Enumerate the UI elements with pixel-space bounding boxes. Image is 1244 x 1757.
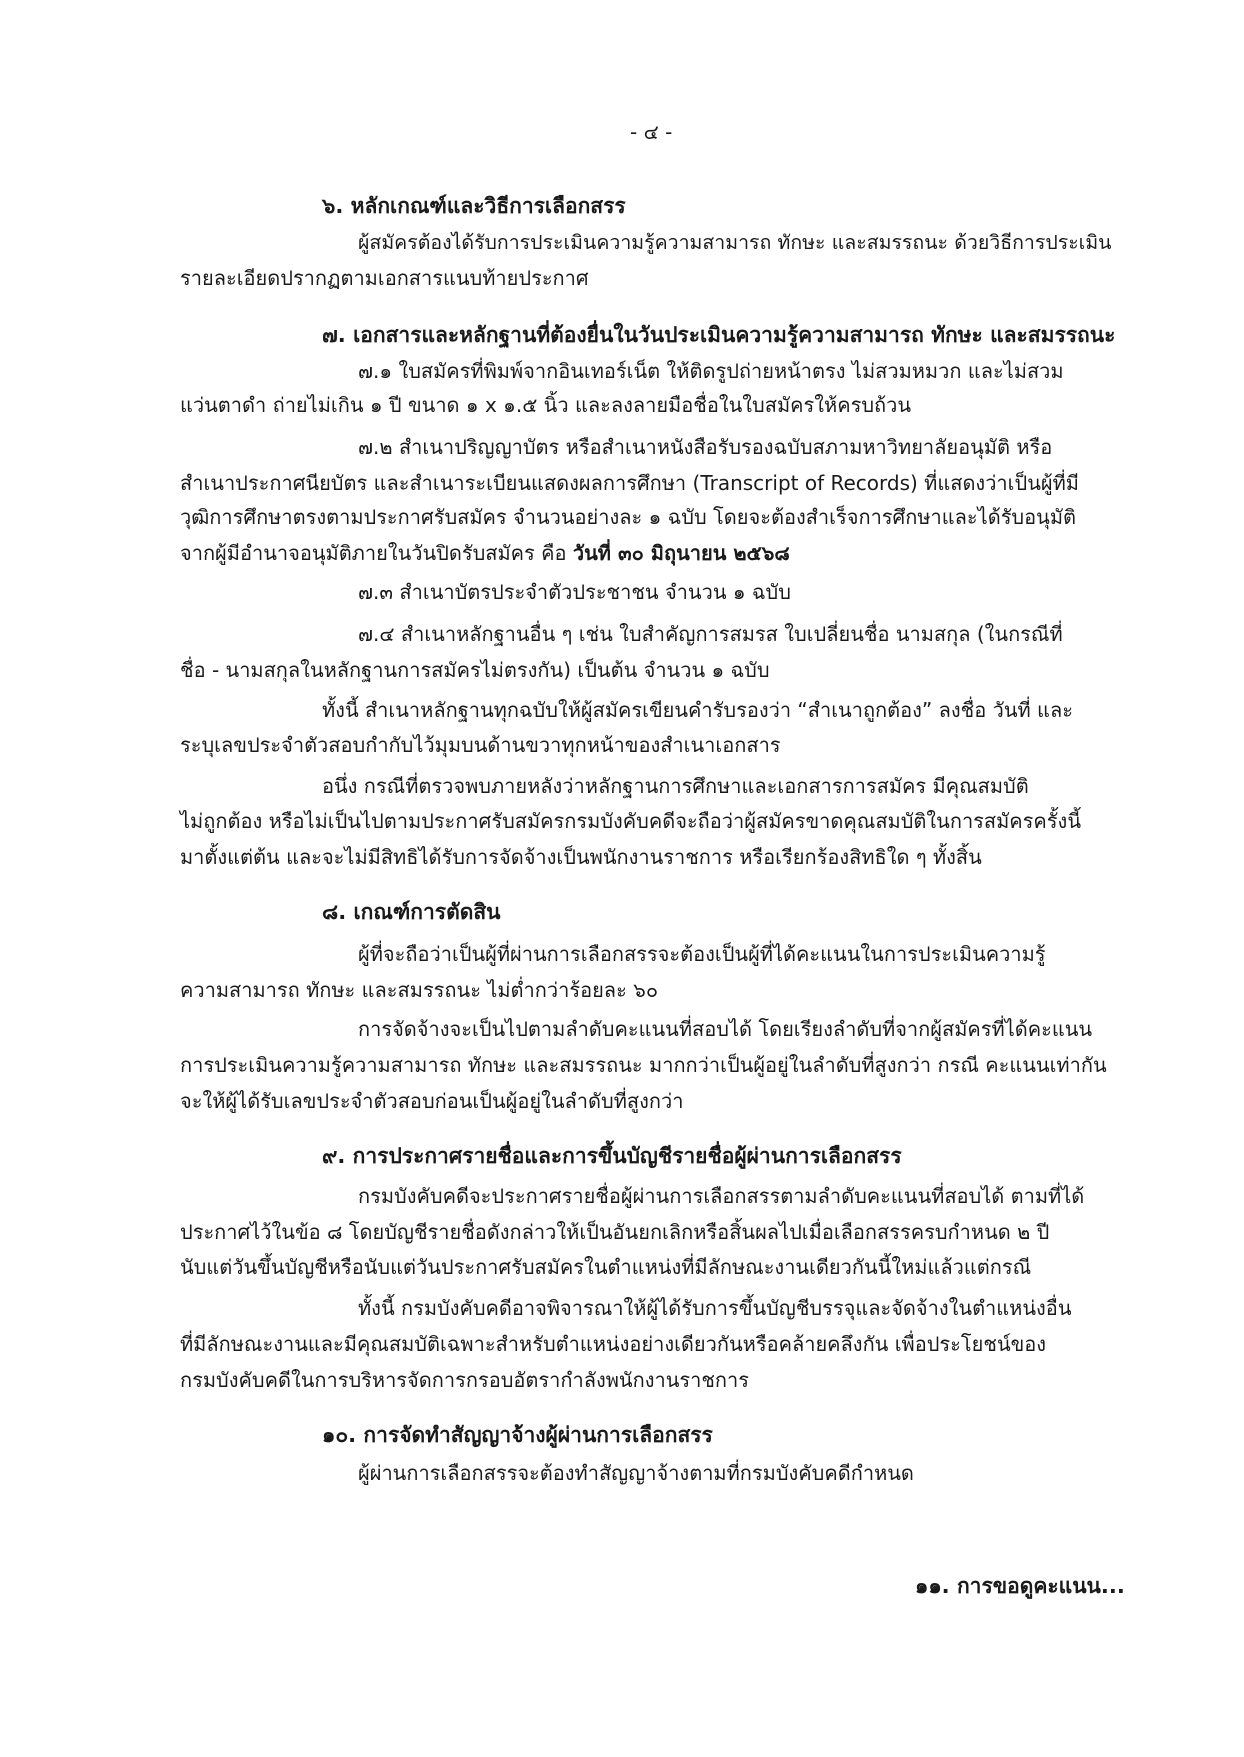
section-9-heading: ๙. การประกาศรายชื่อและการขึ้นบัญชีรายชื่อผู้ผ่านการเลือกสรร	[322, 1144, 902, 1168]
section-8-line: จะให้ผู้ได้รับเลขประจำตัวสอบก่อนเป็นผู้อยู่ในลำดับที่สูงกว่า	[180, 1089, 684, 1113]
deadline-prefix: จากผู้มีอำนาจอนุมัติภายในวันปิดรับสมัคร คือ	[180, 541, 573, 565]
section-8-line: ผู้ที่จะถือว่าเป็นผู้ที่ผ่านการเลือกสรรจะต้องเป็นผู้ที่ได้คะแนนในการประเมินความรู้	[358, 942, 1046, 966]
section-9-line: กรมบังคับคดีในการบริหารจัดการกรอบอัตรากำลังพนักงานราชการ	[180, 1368, 749, 1392]
section-8-heading: ๘. เกณฑ์การตัดสิน	[322, 900, 501, 924]
section-6-heading: ๖. หลักเกณฑ์และวิธีการเลือกสรร	[322, 194, 626, 218]
section-9-line: ประกาศไว้ในข้อ ๘ โดยบัญชีรายชื่อดังกล่าวให้เป็นอันยกเลิกหรือสิ้นผลไปเมื่อเลือกสรรครบกำหนด ๒ ปี	[180, 1220, 1050, 1244]
section-9-line: ที่มีลักษณะงานและมีคุณสมบัติเฉพาะสำหรับตำแหน่งอย่างเดียวกันหรือคล้ายคลึงกัน เพื่อประโยชน์ของ	[180, 1332, 1047, 1356]
section-7-line: ทั้งนี้ สำเนาหลักฐานทุกฉบับให้ผู้สมัครเขียนคำรับรองว่า “สำเนาถูกต้อง” ลงชื่อ วันที่ และ	[322, 698, 1073, 722]
section-7-line: ชื่อ - นามสกุลในหลักฐานการสมัครไม่ตรงกัน) เป็นต้น จำนวน ๑ ฉบับ	[180, 658, 770, 682]
section-8-line: การจัดจ้างจะเป็นไปตามลำดับคะแนนที่สอบได้ โดยเรียงลำดับที่จากผู้สมัครที่ได้คะแนน	[358, 1017, 1093, 1041]
page-number: - ๔ -	[630, 120, 673, 144]
section-7-line: วุฒิการศึกษาตรงตามประกาศรับสมัคร จำนวนอย่างละ ๑ ฉบับ โดยจะต้องสำเร็จการศึกษาและได้รับอนุมัติ	[180, 505, 1076, 529]
section-7-line: ๗.๑ ใบสมัครที่พิมพ์จากอินเทอร์เน็ต ให้ติดรูปถ่ายหน้าตรง ไม่สวมหมวก และไม่สวม	[358, 359, 1064, 383]
section-7-line	[180, 539, 790, 567]
section-7-line: ระบุเลขประจำตัวสอบกำกับไว้มุมบนด้านขวาทุกหน้าของสำเนาเอกสาร	[180, 733, 781, 757]
section-9-line: นับแต่วันขึ้นบัญชีหรือนับแต่วันประกาศรับสมัครในตำแหน่งที่มีลักษณะงานเดียวกันนี้ใหม่แล้วแต่กรณี	[180, 1255, 1032, 1279]
section-7-line: ๗.๒ สำเนาปริญญาบัตร หรือสำเนาหนังสือรับรองฉบับสภามหาวิทยาลัยอนุมัติ หรือ	[358, 435, 1053, 459]
section-7-line: ๗.๔ สำเนาหลักฐานอื่น ๆ เช่น ใบสำคัญการสมรส ใบเปลี่ยนชื่อ นามสกุล (ในกรณีที่	[358, 622, 1063, 646]
deadline-date: วันที่ ๓๐ มิถุนายน ๒๕๖๘	[572, 541, 790, 565]
section-7-line: แว่นตาดำ ถ่ายไม่เกิน ๑ ปี ขนาด ๑ x ๑.๕ นิ้ว และลงลายมือชื่อในใบสมัครให้ครบถ้วน	[180, 393, 912, 417]
section-10-line: ผู้ผ่านการเลือกสรรจะต้องทำสัญญาจ้างตามที่กรมบังคับคดีกำหนด	[358, 1461, 914, 1485]
section-7-heading: ๗. เอกสารและหลักฐานที่ต้องยื่นในวันประเมินความรู้ความสามารถ ทักษะ และสมรรถนะ	[322, 323, 1116, 347]
section-9-line: กรมบังคับคดีจะประกาศรายชื่อผู้ผ่านการเลือกสรรตามลำดับคะแนนที่สอบได้ ตามที่ได้	[358, 1184, 1085, 1208]
section-7-line: สำเนาประกาศนียบัตร และสำเนาระเบียนแสดงผลการศึกษา (Transcript of Records) ที่แสดงว่าเป็นผู้ที่มี	[180, 471, 1079, 495]
continuation-footer: ๑๑. การขอดูคะแนน...	[915, 1574, 1125, 1598]
section-8-line: ความสามารถ ทักษะ และสมรรถนะ ไม่ต่ำกว่าร้อยละ ๖๐	[180, 978, 659, 1002]
section-6-line: ผู้สมัครต้องได้รับการประเมินความรู้ความสามารถ ทักษะ และสมรรถนะ ด้วยวิธีการประเมิน	[358, 231, 1112, 254]
section-7-line: อนึ่ง กรณีที่ตรวจพบภายหลังว่าหลักฐานการศึกษาและเอกสารการสมัคร มีคุณสมบัติ	[322, 774, 1029, 798]
section-9-line: ทั้งนี้ กรมบังคับคดีอาจพิจารณาให้ผู้ได้รับการขึ้นบัญชีบรรจุและจัดจ้างในตำแหน่งอื่น	[358, 1296, 1072, 1320]
section-7-line: มาตั้งแต่ต้น และจะไม่มีสิทธิได้รับการจัดจ้างเป็นพนักงานราชการ หรือเรียกร้องสิทธิใด ๆ ทั้งสิ้น	[180, 845, 982, 869]
section-10-heading: ๑๐. การจัดทำสัญญาจ้างผู้ผ่านการเลือกสรร	[322, 1423, 713, 1447]
section-8-line: การประเมินความรู้ความสามารถ ทักษะ และสมรรถนะ มากกว่าเป็นผู้อยู่ในลำดับที่สูงกว่า กรณี คะแนนเท่ากัน	[180, 1053, 1107, 1077]
section-7-line: ไม่ถูกต้อง หรือไม่เป็นไปตามประกาศรับสมัครกรมบังคับคดีจะถือว่าผู้สมัครขาดคุณสมบัติในการสมัครครั้งนี้	[180, 809, 1081, 833]
section-6-line: รายละเอียดปรากฏตามเอกสารแนบท้ายประกาศ	[180, 266, 589, 290]
section-7-line: ๗.๓ สำเนาบัตรประจำตัวประชาชน จำนวน ๑ ฉบับ	[358, 580, 791, 604]
